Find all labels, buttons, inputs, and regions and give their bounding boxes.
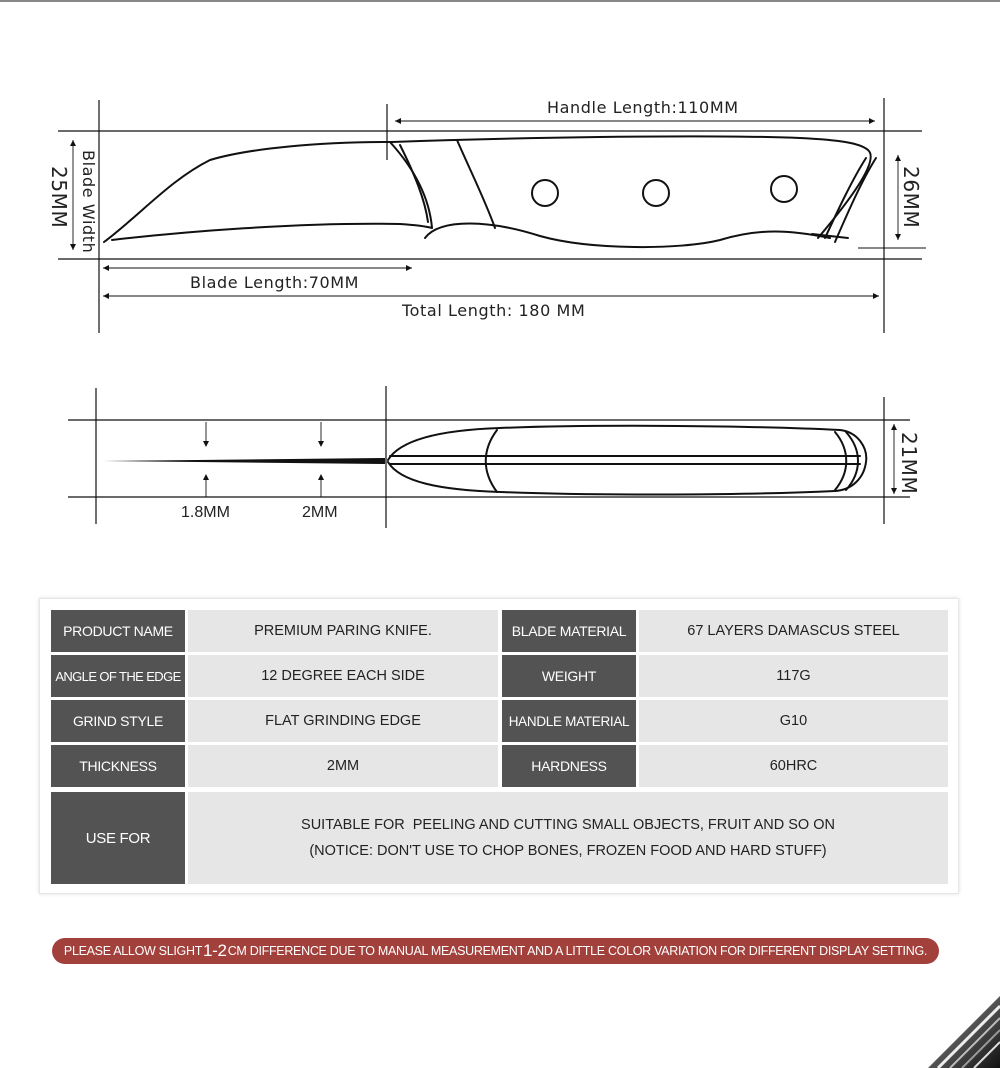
thickness-label-2: 2MM (302, 504, 338, 521)
rivet-3 (771, 176, 797, 202)
blade-thin-profile (103, 458, 385, 464)
grind-style-label: GRIND STYLE (51, 700, 185, 742)
handle-bottom-curve (425, 224, 830, 248)
measurement-notice-banner (52, 938, 939, 964)
use-for-line-1: SUITABLE FOR PEELING AND CUTTING SMALL OBJECTS, FRUIT AND SO ON (301, 817, 835, 833)
end-cap-curve-1 (835, 432, 846, 490)
knife-top-outline (388, 426, 866, 495)
blade-material-label: BLADE MATERIAL (502, 610, 636, 652)
rivet-2 (643, 180, 669, 206)
edge-angle-label: ANGLE OF THE EDGE (51, 655, 185, 697)
side-view (47, 98, 926, 333)
handle-scale-line (457, 140, 495, 228)
handle-end-line-1 (825, 158, 866, 238)
bolster-front-curve (390, 142, 432, 228)
notice-range: 1-2 (203, 941, 227, 960)
notice-suffix: CM DIFFERENCE DUE TO MANUAL MEASUREMENT AND A LITTLE COLOR VARIATION FOR DIFFERENT DISPLAY SETTING. (227, 944, 928, 958)
weight-value: 117G (639, 655, 948, 697)
use-for-label: USE FOR (51, 792, 185, 884)
total-length-label: Total Length: 180 MM (402, 301, 586, 320)
spec-table (39, 598, 959, 894)
thickness-value: 2MM (188, 745, 498, 787)
grind-style-value: FLAT GRINDING EDGE (188, 700, 498, 742)
blade-material-value: 67 LAYERS DAMASCUS STEEL (639, 610, 948, 652)
hardness-label: HARDNESS (502, 745, 636, 787)
thickness-label: THICKNESS (51, 745, 185, 787)
thickness-label-1: 1.8MM (181, 504, 230, 521)
rivet-1 (532, 180, 558, 206)
handle-top-outline (388, 426, 866, 495)
knife-side-outline (104, 136, 876, 247)
product-name-value: PREMIUM PARING KNIFE. (188, 610, 498, 652)
handle-thickness-value: 21MM (897, 432, 921, 495)
weight-label: WEIGHT (502, 655, 636, 697)
use-for-line-2: (NOTICE: DON'T USE TO CHOP BONES, FROZEN FOOD AND HARD STUFF) (309, 843, 827, 859)
handle-material-value: G10 (639, 700, 948, 742)
handle-height-value: 26MM (899, 166, 923, 229)
handle-end-line-2 (835, 158, 876, 242)
product-name-label: PRODUCT NAME (51, 610, 185, 652)
hardness-value: 60HRC (639, 745, 948, 787)
handle-material-label: HANDLE MATERIAL (502, 700, 636, 742)
top-view (68, 386, 921, 528)
blade-width-label: Blade Width (79, 150, 98, 254)
use-for-value (188, 792, 948, 884)
edge-angle-value: 12 DEGREE EACH SIDE (188, 655, 498, 697)
knife-corner-image (920, 988, 1000, 1068)
notice-prefix: PLEASE ALLOW SLIGHT (63, 944, 203, 958)
bolster-back-curve (400, 145, 428, 222)
blade-width-value: 25MM (47, 166, 71, 229)
handle-length-label: Handle Length:110MM (547, 98, 739, 117)
bolster-joint-curve (486, 430, 497, 492)
blade-edge-curve (112, 224, 432, 240)
blade-length-label: Blade Length:70MM (190, 273, 360, 292)
